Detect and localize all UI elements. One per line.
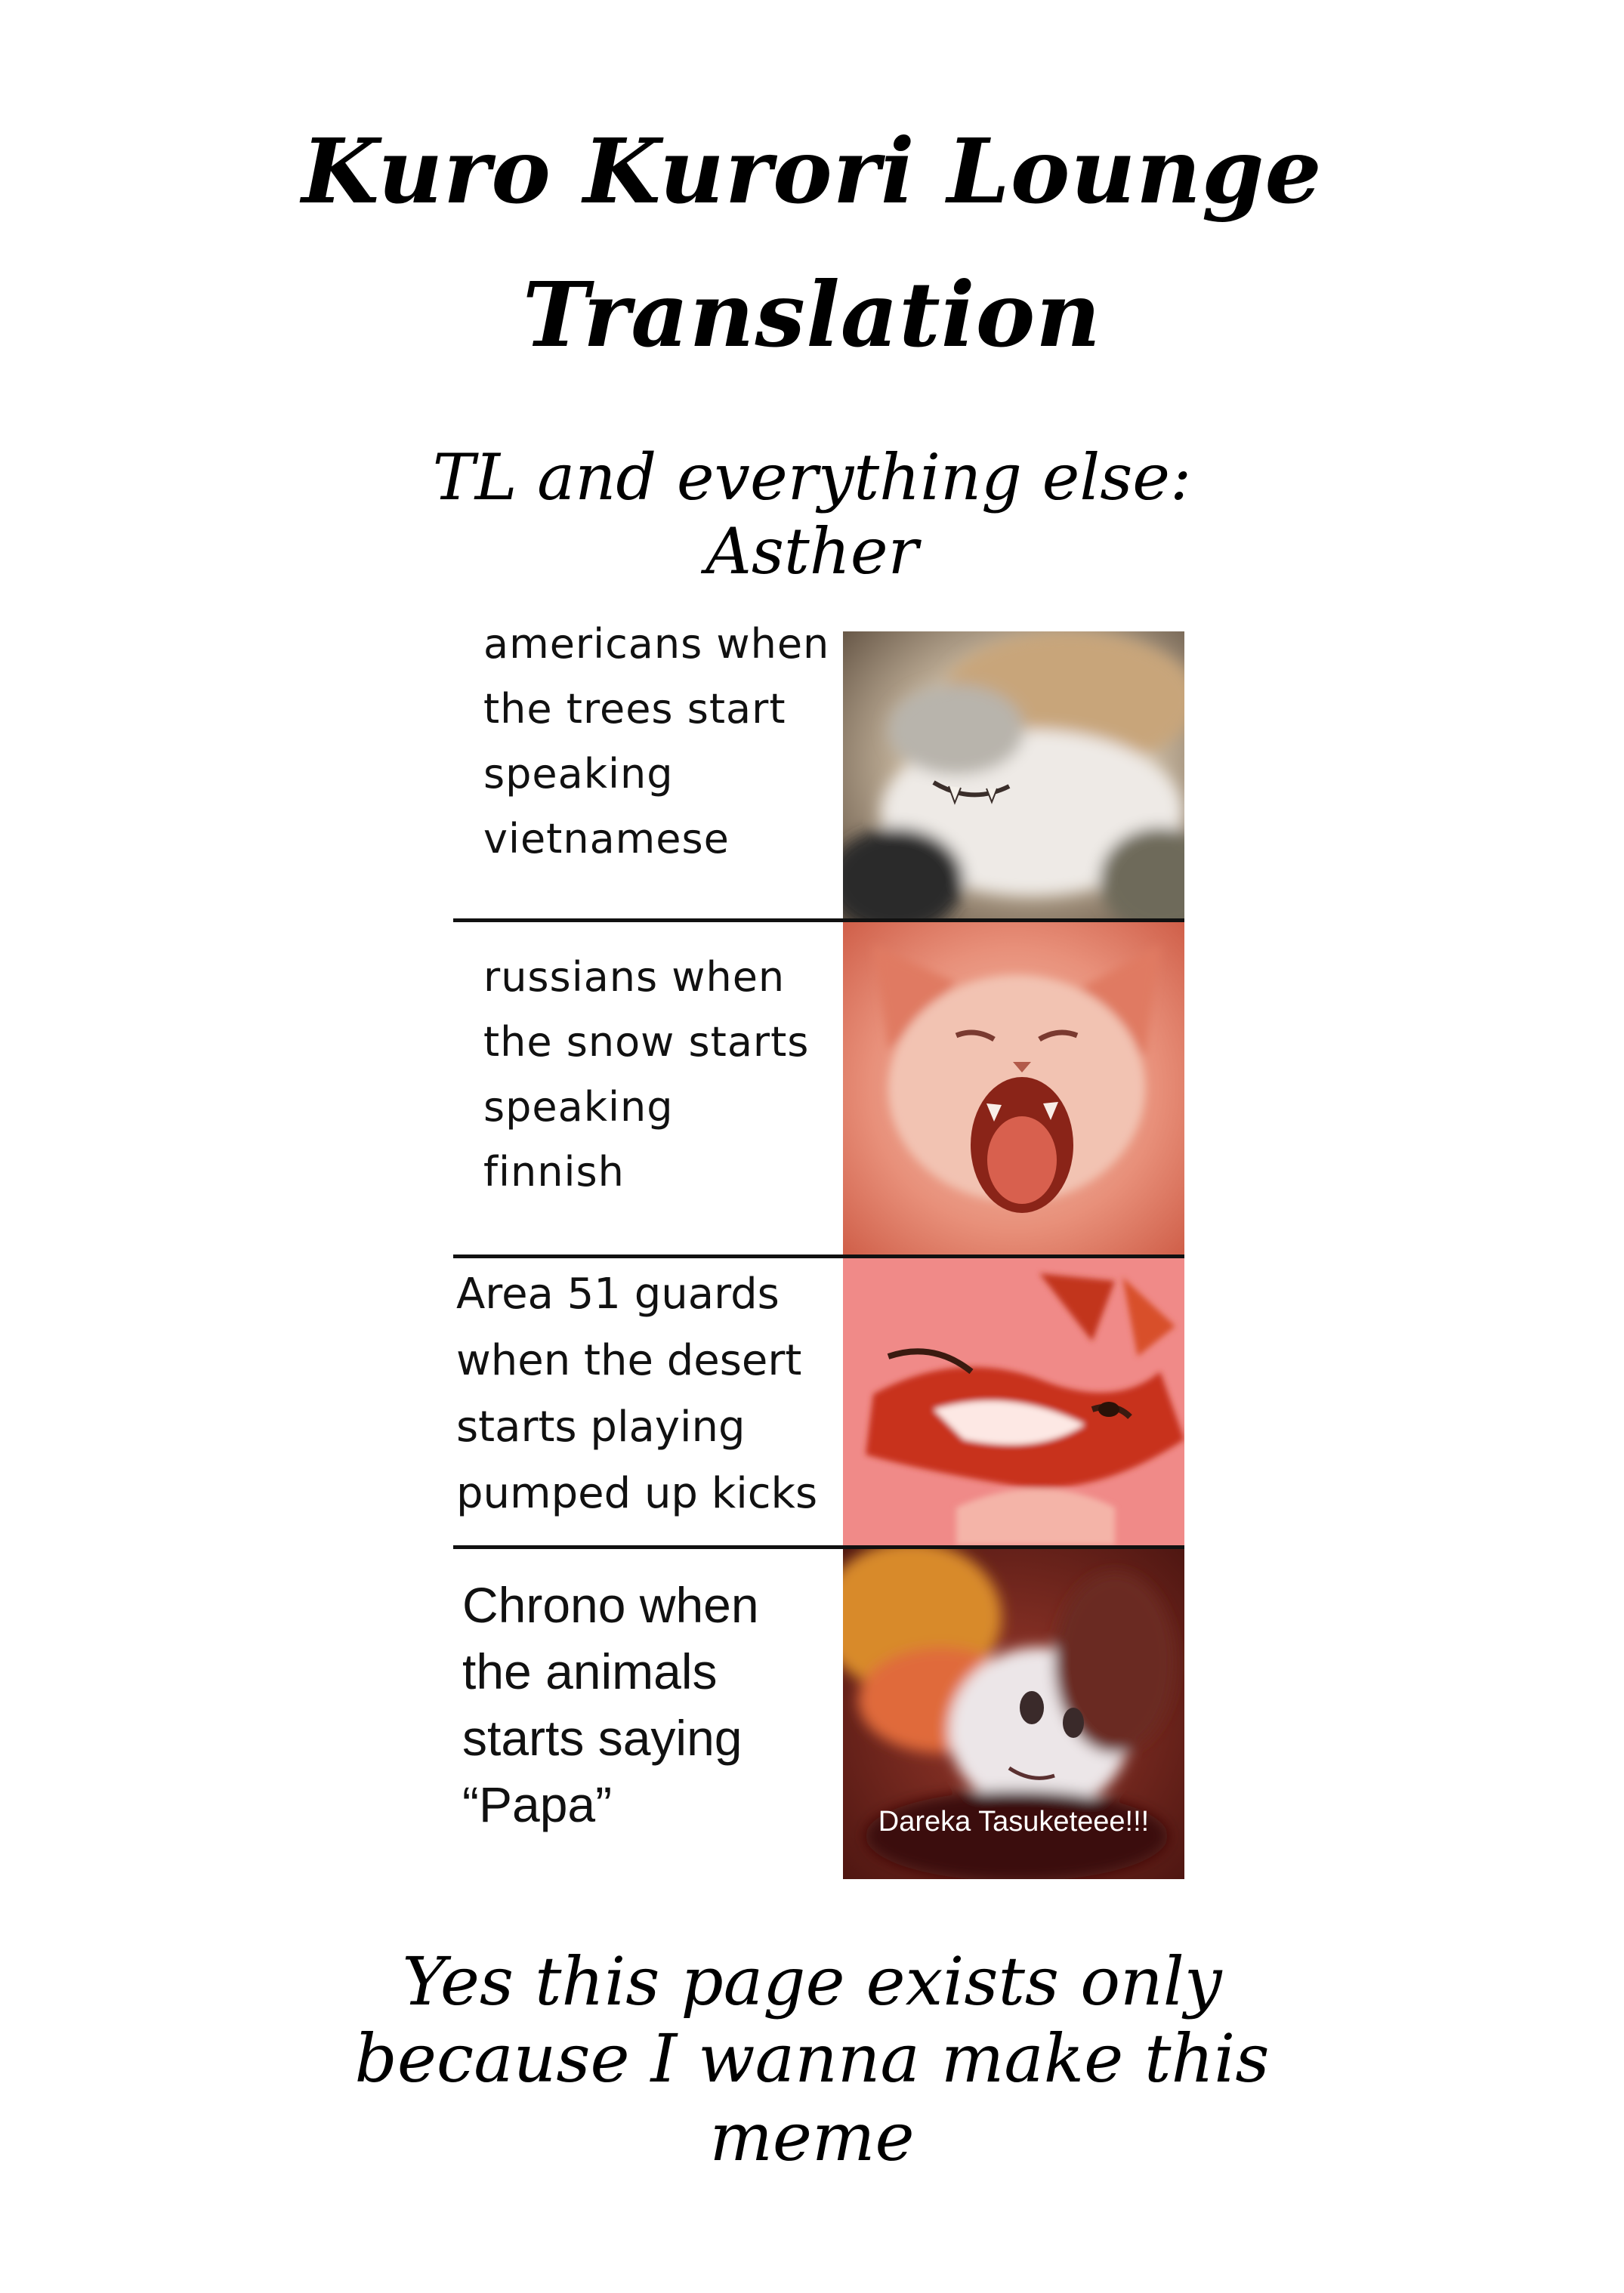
caption-line: russians when	[483, 953, 786, 1001]
caption-line: finnish	[483, 1148, 625, 1196]
meme-row-1	[453, 620, 1184, 918]
footer-note-line-1: Yes this page exists only	[402, 1943, 1222, 2020]
cat-photo-2	[843, 922, 1184, 1255]
caption-line: Area 51 guards	[456, 1270, 780, 1319]
meme-caption	[462, 1572, 817, 1838]
caption-line: the trees start	[483, 685, 786, 733]
meme-panel	[453, 620, 1184, 1879]
caption-line: when the desert	[456, 1336, 802, 1385]
footer-note-line-3: meme	[709, 2098, 915, 2176]
caption-line: Chrono when	[462, 1577, 759, 1633]
cat-photo-3	[843, 1258, 1184, 1545]
cat-photo-4	[843, 1549, 1184, 1879]
footer-note-line-2: because I wanna make this	[354, 2020, 1270, 2097]
caption-line: “Papa”	[462, 1776, 613, 1832]
photo-overlay-caption: Dareka Tasuketeee!!!	[878, 1806, 1150, 1838]
meme-row-3	[453, 1258, 1184, 1545]
meme-caption	[456, 1261, 841, 1527]
caption-line: starts playing	[456, 1403, 746, 1452]
meme-caption	[483, 945, 838, 1205]
page-title-line-2: Translation	[522, 262, 1102, 367]
credit-name: Asther	[705, 514, 919, 588]
meme-caption	[483, 612, 838, 872]
caption-line: speaking	[483, 750, 674, 798]
meme-row-2	[453, 922, 1184, 1255]
caption-line: pumped up kicks	[456, 1469, 818, 1518]
caption-line: the animals	[462, 1643, 718, 1699]
credit-line-1: TL and everything else:	[432, 440, 1192, 514]
caption-line: starts saying	[462, 1710, 743, 1766]
caption-line: speaking	[483, 1083, 674, 1131]
cat-photo-1	[843, 631, 1184, 918]
caption-line: americans when	[483, 620, 830, 668]
caption-line: the snow starts	[483, 1018, 810, 1066]
page-title-line-1: Kuro Kurori Lounge	[301, 119, 1323, 224]
meme-row-4	[453, 1549, 1184, 1879]
caption-line: vietnamese	[483, 815, 730, 863]
